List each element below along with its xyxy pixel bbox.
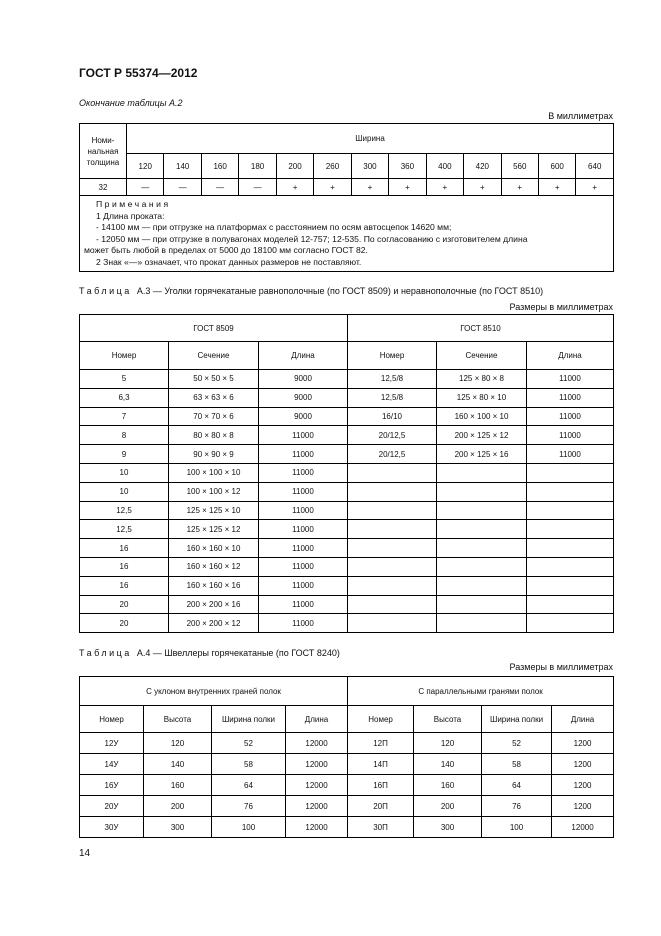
table-row [80,463,614,482]
table-cell: 10 [80,463,169,482]
table-cell: 12,5/8 [348,370,437,389]
table-a2-units: В миллиметрах [548,111,613,121]
table-cell [527,576,614,595]
table-cell: 12000 [286,733,348,754]
table-cell [348,539,437,558]
table-cell: 1200 [552,754,614,775]
column-header: Длина [259,342,348,370]
table-cell [348,595,437,614]
availability-cell: — [127,179,164,196]
width-value-cell: 160 [201,154,238,179]
table-row [80,775,614,796]
table-cell: 90 × 90 × 9 [169,445,259,464]
notes-title: Примечания [96,199,171,209]
table-cell: 160 [144,775,212,796]
table-cell [348,501,437,520]
table-row [80,407,614,426]
table-cell: 14У [80,754,144,775]
table-a2 [79,123,614,272]
table-cell [437,520,527,539]
table-cell: 64 [482,775,552,796]
table-row [80,817,614,838]
table-cell: 11000 [259,595,348,614]
table-a4-title: Таблица А.4 — Швеллеры горячекатаные (по ГОСТ 8240) [79,648,340,658]
column-header: Ширина полки [212,706,286,733]
table-cell: 200 × 125 × 12 [437,426,527,445]
column-header: Номер [80,706,144,733]
table-cell: 160 [414,775,482,796]
table-cell: 12П [348,733,414,754]
table-cell: 11000 [527,407,614,426]
table-a2-caption: Окончание таблицы А.2 [79,98,183,108]
table-cell: 11000 [259,426,348,445]
group-sloped-flanges: С уклоном внутренних граней полок [80,677,348,706]
table-cell: 12000 [286,754,348,775]
table-cell: 16 [80,576,169,595]
table-cell: 20 [80,614,169,633]
availability-cell: — [201,179,238,196]
table-cell [348,614,437,633]
width-value-cell: 640 [576,154,614,179]
table-row [80,733,614,754]
table-cell: 52 [482,733,552,754]
table-cell [437,501,527,520]
group-gost-8509: ГОСТ 8509 [80,315,348,342]
table-cell [437,595,527,614]
group-parallel-flanges: С параллельными гранями полок [348,677,614,706]
table-row [80,576,614,595]
table-cell: 125 × 80 × 10 [437,388,527,407]
table-cell: 5 [80,370,169,389]
table-cell: 200 [144,796,212,817]
table-cell: 52 [212,733,286,754]
table-cell: 11000 [527,445,614,464]
table-cell: 12,5 [80,501,169,520]
table-cell: 300 [144,817,212,838]
table-cell: 30У [80,817,144,838]
table-cell: 16 [80,539,169,558]
note-line: - 12050 мм — при отгрузке в полувагонах моделей 12-757; 12-535. По согласованию с изготовителем длина [96,233,528,244]
note-line: - 14100 мм — при отгрузке на платформах с расстоянием по осям автосцепок 14620 мм; [96,222,452,232]
table-cell: 20/12,5 [348,426,437,445]
table-row [80,539,614,558]
table-cell: 120 [144,733,212,754]
availability-cell: — [239,179,276,196]
table-cell: 16/10 [348,407,437,426]
width-value-cell: 180 [239,154,276,179]
table-a4 [79,676,614,838]
table-cell [437,539,527,558]
width-value-cell: 420 [464,154,501,179]
table-a3-units: Размеры в миллиметрах [509,302,613,312]
width-value-cell: 400 [426,154,463,179]
table-row [80,370,614,389]
table-cell: 9000 [259,388,348,407]
table-cell: 100 × 100 × 10 [169,463,259,482]
table-cell: 80 × 80 × 8 [169,426,259,445]
table-cell [437,614,527,633]
table-cell [527,463,614,482]
table-a4-units: Размеры в миллиметрах [509,662,613,672]
table-a2-notes [80,196,614,272]
table-cell: 16 [80,557,169,576]
table-cell: 11000 [259,445,348,464]
table-cell: 200 × 200 × 12 [169,614,259,633]
document-header: ГОСТ Р 55374—2012 [79,66,198,80]
table-cell [527,520,614,539]
note-line: может быть любой в пределах от 5000 до 18100 мм согласно ГОСТ 82. [84,245,368,255]
table-cell: 125 × 125 × 12 [169,520,259,539]
table-row [80,445,614,464]
table-row [80,557,614,576]
table-cell [527,557,614,576]
width-value-cell: 560 [501,154,538,179]
column-header: Сечение [169,342,259,370]
table-row [80,614,614,633]
table-cell: 58 [212,754,286,775]
column-header: Длина [552,706,614,733]
table-cell: 11000 [259,501,348,520]
note-line: 2 Знак «—» означает, что прокат данных размеров не поставляют. [96,256,362,267]
table-cell: 160 × 160 × 10 [169,539,259,558]
table-a3 [79,314,614,633]
table-cell: 20П [348,796,414,817]
column-header: Высота [144,706,212,733]
table-cell [527,501,614,520]
width-value-cell: 260 [314,154,351,179]
table-cell: 100 × 100 × 12 [169,482,259,501]
table-row [80,754,614,775]
table-row [80,796,614,817]
table-cell: 12000 [286,775,348,796]
table-cell: 12У [80,733,144,754]
table-cell: 11000 [259,482,348,501]
table-cell: 11000 [527,426,614,445]
table-cell: 200 × 200 × 16 [169,595,259,614]
table-cell: 16У [80,775,144,796]
table-row [80,595,614,614]
table-cell: 11000 [259,520,348,539]
table-cell: 125 × 125 × 10 [169,501,259,520]
table-cell: 9000 [259,370,348,389]
table-row [80,179,614,196]
availability-cell: + [389,179,426,196]
availability-cell: + [426,179,463,196]
table-cell: 8 [80,426,169,445]
column-header: Длина [527,342,614,370]
table-row [80,520,614,539]
table-cell [348,482,437,501]
table-cell: 12000 [286,817,348,838]
table-row [80,501,614,520]
table-cell: 70 × 70 × 6 [169,407,259,426]
table-cell: 100 [212,817,286,838]
column-header: Номер [348,342,437,370]
table-cell: 1200 [552,775,614,796]
table-row [80,426,614,445]
table-cell: 16П [348,775,414,796]
table-cell: 120 [414,733,482,754]
table-cell: 125 × 80 × 8 [437,370,527,389]
table-cell: 20/12,5 [348,445,437,464]
table-cell: 1200 [552,733,614,754]
column-header: Длина [286,706,348,733]
table-cell: 14П [348,754,414,775]
table-cell: 20 [80,595,169,614]
table-cell: 20У [80,796,144,817]
table-cell: 140 [144,754,212,775]
table-row [80,482,614,501]
table-cell: 11000 [527,370,614,389]
table-cell: 11000 [259,557,348,576]
table-cell: 160 × 160 × 16 [169,576,259,595]
table-cell: 9000 [259,407,348,426]
table-cell: 12000 [286,796,348,817]
table-cell [527,614,614,633]
table-cell: 64 [212,775,286,796]
table-cell: 6,3 [80,388,169,407]
thickness-cell: 32 [80,179,127,196]
table-cell: 30П [348,817,414,838]
width-header: Ширина [127,124,614,154]
table-cell: 200 × 125 × 16 [437,445,527,464]
table-cell: 11000 [259,463,348,482]
table-row [80,388,614,407]
table-cell: 11000 [259,614,348,633]
table-cell [437,557,527,576]
table-cell: 200 [414,796,482,817]
availability-cell: + [538,179,575,196]
table-cell: 11000 [259,539,348,558]
table-cell: 63 × 63 × 6 [169,388,259,407]
width-value-cell: 120 [127,154,164,179]
availability-cell: + [464,179,501,196]
table-cell [527,539,614,558]
availability-cell: — [164,179,201,196]
table-cell: 1200 [552,796,614,817]
width-value-cell: 360 [389,154,426,179]
table-cell [437,576,527,595]
table-cell: 50 × 50 × 5 [169,370,259,389]
table-cell: 12000 [552,817,614,838]
availability-cell: + [276,179,313,196]
column-header: Номер [80,342,169,370]
table-a3-title: Таблица А.3 — Уголки горячекатаные равнополочные (по ГОСТ 8509) и неравнополочные (по ГОСТ 8510) [79,286,544,296]
thickness-header: Номи- нальная толщина [80,124,127,179]
table-cell: 12,5/8 [348,388,437,407]
table-cell: 300 [414,817,482,838]
table-cell: 12,5 [80,520,169,539]
availability-cell: + [351,179,388,196]
availability-cell: + [576,179,614,196]
table-cell: 10 [80,482,169,501]
column-header: Сечение [437,342,527,370]
availability-cell: + [314,179,351,196]
table-cell: 7 [80,407,169,426]
table-cell: 9 [80,445,169,464]
table-cell: 140 [414,754,482,775]
table-cell [348,576,437,595]
availability-cell: + [501,179,538,196]
table-cell [527,595,614,614]
table-cell [437,463,527,482]
width-value-cell: 600 [538,154,575,179]
table-cell: 11000 [259,576,348,595]
table-cell: 100 [482,817,552,838]
column-header: Высота [414,706,482,733]
page-number: 14 [79,848,91,859]
table-cell [348,520,437,539]
table-cell [348,463,437,482]
table-cell: 58 [482,754,552,775]
table-cell [348,557,437,576]
table-cell: 76 [482,796,552,817]
group-gost-8510: ГОСТ 8510 [348,315,614,342]
note-line: 1 Длина проката: [96,210,165,221]
column-header: Ширина полки [482,706,552,733]
table-cell: 160 × 160 × 12 [169,557,259,576]
table-cell [437,482,527,501]
table-cell: 160 × 100 × 10 [437,407,527,426]
width-value-cell: 140 [164,154,201,179]
column-header: Номер [348,706,414,733]
table-cell: 76 [212,796,286,817]
width-value-cell: 300 [351,154,388,179]
width-value-cell: 200 [276,154,313,179]
table-cell [527,482,614,501]
table-cell: 11000 [527,388,614,407]
